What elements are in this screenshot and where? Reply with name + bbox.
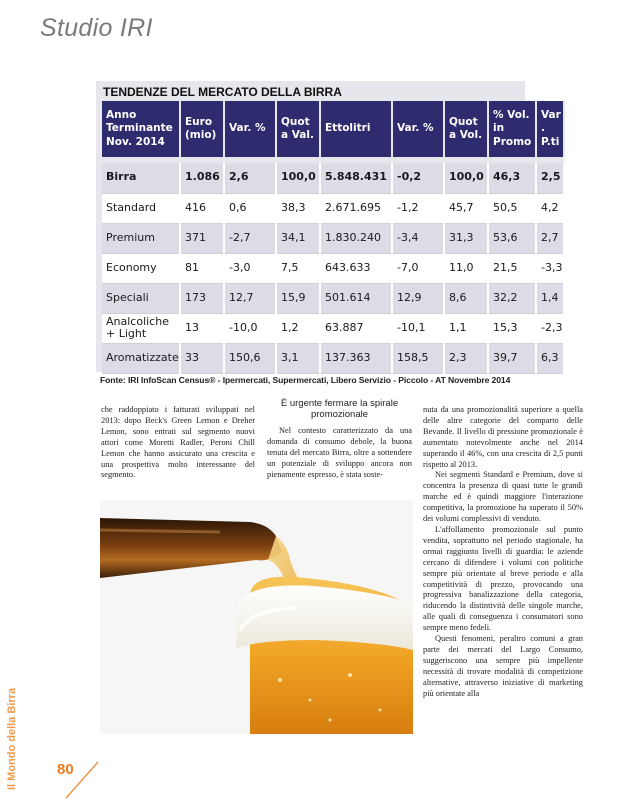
- table-cell: 100,0: [444, 163, 488, 193]
- header-cell: Var. %: [392, 101, 444, 157]
- table-cell: 2.671.695: [320, 193, 392, 223]
- table-cell: 7,5: [276, 253, 320, 283]
- table-cell: 2,7: [536, 223, 564, 253]
- article-paragraph: L'affollamento promozionale sul punto vendita, soprattutto nel periodo stagionale, ha ormai raggiunto livelli di guardia: le aziende cercano di difendere i volumi con politiche sempre più orientate al breve periodo e alla competitività di prezzo, provocando una progressiva banalizzazione della categoria, riducendo la distintività delle singole marche, alle quali di conseguenza i consumatori sono sempre meno fedeli.: [423, 524, 583, 633]
- page-section-title: Studio IRI: [40, 14, 153, 42]
- table-source-note: Fonte: IRI InfoScan Census® - Ipermercati, Supermercati, Libero Servizio - Piccolo - AT Novembre 2014: [100, 375, 511, 385]
- table-cell: 1.830.240: [320, 223, 392, 253]
- table-cell: -0,2: [392, 163, 444, 193]
- table-cell: 50,5: [488, 193, 536, 223]
- table-cell: 33: [180, 343, 224, 373]
- table-cell: 416: [180, 193, 224, 223]
- table-header-row: [102, 101, 564, 157]
- market-trends-table: [102, 101, 565, 374]
- table-cell: 45,7: [444, 193, 488, 223]
- table-cell: 38,3: [276, 193, 320, 223]
- table-cell: 1,1: [444, 313, 488, 343]
- beer-pour-photo: [100, 500, 413, 734]
- page-number: 80: [57, 761, 74, 778]
- table-cell: Analcoliche + Light: [102, 313, 180, 343]
- table-cell: 5.848.431: [320, 163, 392, 193]
- table-cell: 2,6: [224, 163, 276, 193]
- table-cell: Aromatizzate: [102, 343, 180, 373]
- table-cell: Speciali: [102, 283, 180, 313]
- table-caption: TENDENZE DEL MERCATO DELLA BIRRA: [103, 85, 342, 99]
- table-cell: 12,7: [224, 283, 276, 313]
- table-cell: Premium: [102, 223, 180, 253]
- article-paragraph: nuta da una promozionalità superiore a quella delle altre categorie del comparto delle Bevande. Il livello di pressione promozionale è aumentato notevolmente anche nel 2014 superando il 46%, con una crescita di 2,5 punti rispetto al 2013.: [423, 405, 583, 469]
- table-cell: 1.086: [180, 163, 224, 193]
- table-cell: 6,3: [536, 343, 564, 373]
- table-cell: 100,0: [276, 163, 320, 193]
- table-cell: 2,3: [444, 343, 488, 373]
- table-cell: 39,7: [488, 343, 536, 373]
- article-paragraph: che raddoppiato i fatturati sviluppati nel 2013: dopo Beck's Green Lemon e Dreher Lemon, sono entrati sul segmento nuovi attori come Moretti Radler, Peroni Chill Lemon che hanno assicurato una crescita e una prospettiva molto interessante del segmento.: [101, 405, 255, 480]
- table-cell: -10,1: [392, 313, 444, 343]
- market-table-box: [96, 81, 563, 372]
- table-cell: -3,3: [536, 253, 564, 283]
- table-cell: 34,1: [276, 223, 320, 253]
- table-cell: 501.614: [320, 283, 392, 313]
- table-cell: 173: [180, 283, 224, 313]
- table-cell: 4,2: [536, 193, 564, 223]
- article-paragraph: Questi fenomeni, peraltro comuni a gran parte dei mercati del Largo Consumo, suggeriscono una sempre più impellente necessità di trovare modalità di competizione alternative, attraverso iniziative di marketing più orientate alla: [423, 634, 583, 698]
- article-column-3: [423, 405, 583, 699]
- table-row: [102, 283, 564, 313]
- table-cell: 31,3: [444, 223, 488, 253]
- header-cell: Var . P.ti: [536, 101, 564, 157]
- table-cell: 1,2: [276, 313, 320, 343]
- table-cell: 15,3: [488, 313, 536, 343]
- header-cell: Euro (mio): [180, 101, 224, 157]
- table-cell: -10,0: [224, 313, 276, 343]
- header-cell: Anno Terminante Nov. 2014: [102, 101, 180, 157]
- side-running-title-text: Il Mondo della Birra: [6, 687, 18, 790]
- table-row: [102, 193, 564, 223]
- table-cell: -2,7: [224, 223, 276, 253]
- table-cell: 643.633: [320, 253, 392, 283]
- table-cell: -3,0: [224, 253, 276, 283]
- table-cell: 0,6: [224, 193, 276, 223]
- table-row: [102, 223, 564, 253]
- page-number-slash-decoration: [64, 760, 104, 800]
- header-cell: % Vol. in Promo: [488, 101, 536, 157]
- section-heading: È urgente fermare la spirale promozionale: [280, 398, 399, 420]
- article-paragraph: Nei segmenti Standard e Premium, dove si concentra la presenza di quasi tutte le grandi marche ed è quindi maggiore l'interazione competitiva, la promozione ha superato il 50% dei volumi complessivi di venduto.: [423, 470, 583, 524]
- table-cell: 15,9: [276, 283, 320, 313]
- table-cell: 53,6: [488, 223, 536, 253]
- table-cell: 21,5: [488, 253, 536, 283]
- header-cell: Quot a Vol.: [444, 101, 488, 157]
- table-row: [102, 313, 564, 343]
- table-cell: 158,5: [392, 343, 444, 373]
- table-cell: 13: [180, 313, 224, 343]
- table-row: [102, 163, 564, 193]
- table-cell: -7,0: [392, 253, 444, 283]
- header-cell: Var. %: [224, 101, 276, 157]
- table-cell: -1,2: [392, 193, 444, 223]
- table-cell: -3,4: [392, 223, 444, 253]
- table-cell: 371: [180, 223, 224, 253]
- table-cell: 46,3: [488, 163, 536, 193]
- table-cell: Birra: [102, 163, 180, 193]
- table-cell: 2,5: [536, 163, 564, 193]
- table-cell: 32,2: [488, 283, 536, 313]
- table-cell: 1,4: [536, 283, 564, 313]
- article-paragraph: Nel contesto caratterizzato da una domanda di consumo debole, la buona tenuta del mercato Birra, oltre a sottendere un potenziale di sviluppo ancora non pienamente espresso, è stata soste-: [267, 426, 412, 479]
- table-cell: Standard: [102, 193, 180, 223]
- beer-pour-illustration: [100, 500, 413, 734]
- article-column-2: [267, 426, 412, 481]
- table-cell: 11,0: [444, 253, 488, 283]
- table-cell: 8,6: [444, 283, 488, 313]
- header-cell: Quot a Val.: [276, 101, 320, 157]
- header-cell: Ettolitri: [320, 101, 392, 157]
- table-cell: 3,1: [276, 343, 320, 373]
- table-cell: 137.363: [320, 343, 392, 373]
- table-row: [102, 343, 564, 373]
- table-cell: 81: [180, 253, 224, 283]
- table-cell: -2,3: [536, 313, 564, 343]
- article-column-1: [101, 405, 255, 481]
- table-cell: Economy: [102, 253, 180, 283]
- side-running-title: [2, 640, 22, 790]
- table-cell: 63.887: [320, 313, 392, 343]
- table-row: [102, 253, 564, 283]
- table-cell: 12,9: [392, 283, 444, 313]
- table-cell: 150,6: [224, 343, 276, 373]
